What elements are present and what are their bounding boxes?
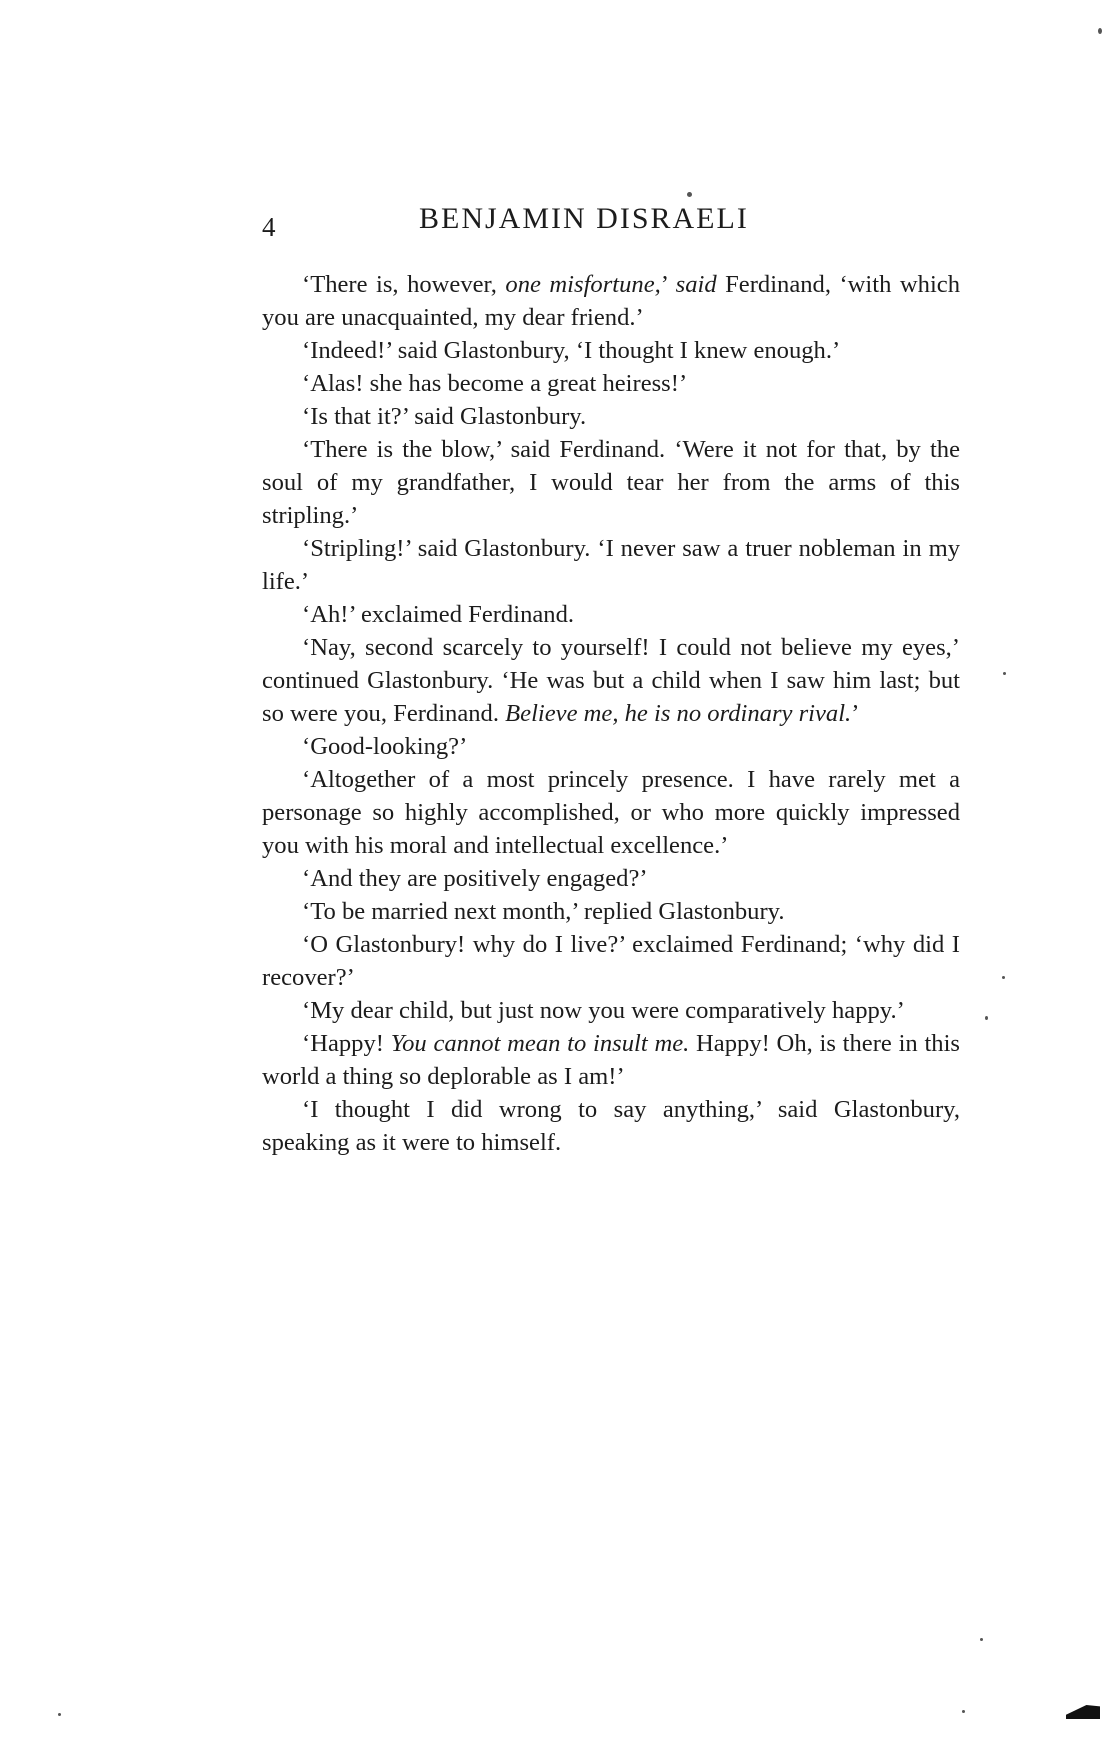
text-run: ’	[660, 271, 676, 298]
scan-speck	[1098, 28, 1102, 34]
paragraph	[262, 895, 960, 928]
text-run: ‘There is the blow,’ said Ferdinand. ‘Were it not for that, by the soul of my grandfather, I would tear her from the arms of this stripling.’	[262, 436, 960, 529]
text-run: ‘Alas! she has become a great heiress!’	[302, 370, 688, 397]
text-run: ‘I thought I did wrong to say anything,’ said Glastonbury, speaking as it were to himself.	[262, 1096, 960, 1156]
scan-speck	[985, 1016, 988, 1020]
scan-mark	[1066, 1705, 1100, 1719]
paragraph	[262, 598, 960, 631]
text-run: ‘Happy!	[302, 1030, 391, 1057]
paragraph	[262, 532, 960, 598]
paragraph	[262, 433, 960, 532]
paragraph	[262, 367, 960, 400]
paragraph	[262, 1093, 960, 1159]
text-run: ‘O Glastonbury! why do I live?’ exclaimed Ferdinand; ‘why did I recover?’	[262, 931, 960, 991]
paragraph	[262, 1027, 960, 1093]
text-run: ‘Is that it?’ said Glastonbury.	[302, 403, 587, 430]
text-run: Ferdinand, ‘with which you are unacquainted, my dear friend.’	[262, 271, 960, 331]
page-header	[262, 202, 962, 246]
paragraph	[262, 928, 960, 994]
paragraph	[262, 631, 960, 730]
scan-speck	[687, 192, 692, 197]
italic-run: Believe me, he is no ordinary rival.	[505, 700, 852, 727]
scan-speck	[962, 1710, 965, 1713]
text-run: ‘And they are positively engaged?’	[302, 865, 648, 892]
page-number: 4	[262, 212, 277, 242]
text-run: ‘To be married next month,’ replied Glastonbury.	[302, 898, 785, 925]
paragraph	[262, 268, 960, 334]
paragraph	[262, 994, 960, 1027]
text-run: ‘Good-looking?’	[302, 733, 468, 760]
text-run: ‘Ah!’ exclaimed Ferdinand.	[302, 601, 575, 628]
text-run: ‘Altogether of a most princely presence. I have rarely met a personage so highly accomplished, or who more quickly impressed you with his moral and intellectual excellence.’	[262, 766, 960, 859]
text-run: ‘Indeed!’ said Glastonbury, ‘I thought I knew enough.’	[302, 337, 841, 364]
text-run: Happy! Oh, is there in this world a thing so deplorable as I am!’	[262, 1030, 960, 1090]
scan-speck	[980, 1638, 983, 1641]
italic-run: one misfortune,	[505, 271, 661, 298]
paragraph	[262, 730, 960, 763]
scan-speck	[1003, 672, 1006, 675]
text-run: ’	[851, 700, 860, 727]
body-text	[262, 268, 960, 1159]
text-run: ‘There is, however,	[302, 271, 506, 298]
scan-speck	[1002, 976, 1005, 979]
scan-speck	[58, 1713, 61, 1716]
paragraph	[262, 334, 960, 367]
text-run: ‘Nay, second scarcely to yourself! I could not believe my eyes,’ continued Glastonbury. ‘He was but a child when I saw him last; but so were you, Ferdinand.	[262, 634, 960, 727]
italic-run: said	[675, 271, 717, 298]
text-run: ‘Stripling!’ said Glastonbury. ‘I never saw a truer nobleman in my life.’	[262, 535, 960, 595]
paragraph	[262, 763, 960, 862]
paragraph	[262, 400, 960, 433]
text-run: ‘My dear child, but just now you were comparatively happy.’	[302, 997, 905, 1024]
italic-run: You cannot mean to insult me.	[390, 1030, 690, 1057]
running-head: BENJAMIN DISRAELI	[419, 202, 749, 235]
paragraph	[262, 862, 960, 895]
